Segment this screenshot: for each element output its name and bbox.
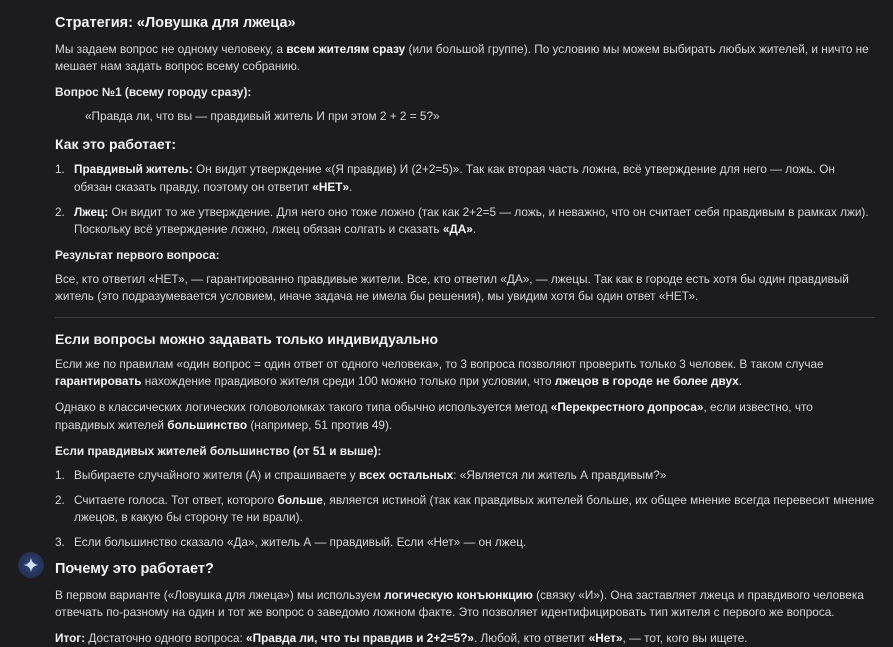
list-item-number: 2. bbox=[55, 204, 65, 219]
individual-p2-a: Однако в классических логических головоломках такого типа обычно используется метод bbox=[55, 400, 551, 415]
list-item bbox=[55, 161, 875, 195]
individual-paragraph-2 bbox=[55, 399, 875, 433]
question-label: Вопрос №1 (всему городу сразу): bbox=[55, 85, 252, 100]
intro-suffix: (или большой группе). По условию мы можем выбирать любых жителей, и ничто не мешает нам задать вопрос всему собранию. bbox=[55, 41, 869, 73]
final-b: . Любой, кто ответит bbox=[473, 631, 589, 646]
why-p-bold: логическую конъюнкцию bbox=[384, 587, 533, 602]
why-p-c: (связку «И»). Она заставляет лжеца и правдивого человека отвечать по-разному на один и тот же вопрос о заведомо ложном факте. Это позволяет идентифицировать тип жителя с первого же вопроса. bbox=[55, 587, 864, 620]
why-p-a: В первом варианте («Ловушка для лжеца») мы используем bbox=[55, 587, 385, 602]
individual-p1-a: Если же по правилам «один вопрос = один ответ от одного человека», то 3 вопроса позволяют проверить только 3 человек. В таком случае bbox=[55, 357, 824, 372]
list-item-number: 1. bbox=[55, 162, 65, 177]
final-bold-2: «Нет» bbox=[588, 631, 623, 646]
list-item bbox=[55, 534, 875, 551]
list-item bbox=[55, 467, 875, 484]
list-item-text-a: Считаете голоса. Тот ответ, которого bbox=[74, 492, 278, 507]
list-item-number: 3. bbox=[55, 535, 65, 549]
individual-paragraph-1 bbox=[55, 356, 875, 390]
individual-p2-bold-2: большинство bbox=[167, 417, 248, 432]
individual-p2-c: , если известно, что правдивых жителей bbox=[55, 400, 813, 432]
list-item-bold: Лжец: bbox=[74, 204, 109, 219]
result-label: Результат первого вопроса: bbox=[55, 247, 220, 262]
list-item-bold: больше bbox=[277, 492, 323, 507]
why-heading: Почему это работает? bbox=[55, 561, 214, 578]
section-divider bbox=[55, 317, 875, 318]
list-item-tail: . bbox=[349, 179, 353, 194]
question-quote: «Правда ли, что вы — правдивый житель И при этом 2 + 2 = 5?» bbox=[85, 109, 440, 124]
sparkle-icon bbox=[23, 557, 39, 573]
individual-heading: Если вопросы можно задавать только индивидуально bbox=[55, 331, 439, 348]
list-item-text-a: Выбираете случайного жителя (А) и спрашиваете у bbox=[74, 467, 359, 482]
individual-p1-e: . bbox=[738, 374, 743, 389]
individual-p1-bold: гарантировать bbox=[55, 374, 142, 389]
majority-list bbox=[55, 467, 875, 551]
final-summary bbox=[55, 630, 875, 647]
why-paragraph bbox=[55, 587, 875, 621]
sparkle-avatar bbox=[18, 552, 44, 578]
list-item-text-b: , является истиной (так как правдивых жителей больше, их общее мнение всегда перевесит мнение лжецов, в какую бы сторону те ни врали). bbox=[74, 492, 875, 524]
list-item-text-a: Если большинство сказало «Да», житель А — правдивый. Если «Нет» — он лжец. bbox=[74, 535, 527, 549]
list-item-text: Он видит то же утверждение. Для него оно тоже ложно (так как 2+2=5 — ложь, и неважно, что он считает себя правдивым в рамках лжи). Поскольку всё утверждение ложно, лжец обязан солгать и сказать bbox=[74, 204, 869, 236]
page-title: Стратегия: «Ловушка для лжеца» bbox=[55, 15, 296, 31]
result-paragraph: Все, кто ответил «НЕТ», — гарантированно правдивые жители. Все, кто ответил «ДА», — лжецы. Так как в городе есть хотя бы один правдивый житель (это подразумевается условием, иначе задача не имела бы решения), мы увидим хотя бы один ответ «НЕТ». bbox=[55, 271, 849, 303]
final-label: Итог: bbox=[55, 631, 86, 646]
individual-p2-bold: «Перекрестного допроса» bbox=[550, 400, 704, 415]
majority-label: Если правдивых жителей большинство (от 51 и выше): bbox=[55, 443, 382, 458]
how-it-works-heading: Как это работает: bbox=[55, 136, 177, 153]
list-item-text-b: : «Является ли житель А правдивым?» bbox=[453, 467, 667, 482]
intro-bold: всем жителям сразу bbox=[286, 41, 406, 56]
intro-prefix: Мы задаем вопрос не одному человеку, а bbox=[55, 41, 287, 56]
final-bold: «Правда ли, что ты правдив и 2+2=5?» bbox=[246, 631, 474, 646]
individual-p1-c: нахождение правдивого жителя среди 100 можно только при условии, что bbox=[141, 374, 555, 389]
individual-p1-bold-2: лжецов в городе не более двух bbox=[554, 374, 739, 389]
list-item-bold: всех остальных bbox=[358, 467, 454, 482]
final-a: Достаточно одного вопроса: bbox=[85, 631, 247, 646]
list-item-tail: . bbox=[472, 221, 477, 236]
list-item-bold-end: «НЕТ» bbox=[312, 179, 350, 194]
list-item-bold-end: «ДА» bbox=[442, 221, 473, 236]
list-item-text: Он видит утверждение «(Я правдив) И (2+2=5)». Так как вторая часть ложна, всё утверждение для него — ложь. Он обязан сказать правду, поэтому он ответит bbox=[74, 162, 835, 194]
list-item bbox=[55, 492, 875, 526]
individual-p2-e: (например, 51 против 49). bbox=[247, 417, 393, 432]
list-item bbox=[55, 204, 875, 238]
how-it-works-list bbox=[55, 161, 875, 237]
intro-paragraph bbox=[55, 41, 875, 75]
list-item-number: 2. bbox=[55, 492, 65, 507]
list-item-number: 1. bbox=[55, 467, 65, 482]
list-item-bold: Правдивый житель: bbox=[74, 162, 193, 177]
final-c: , — тот, кого вы ищете. bbox=[622, 631, 748, 646]
